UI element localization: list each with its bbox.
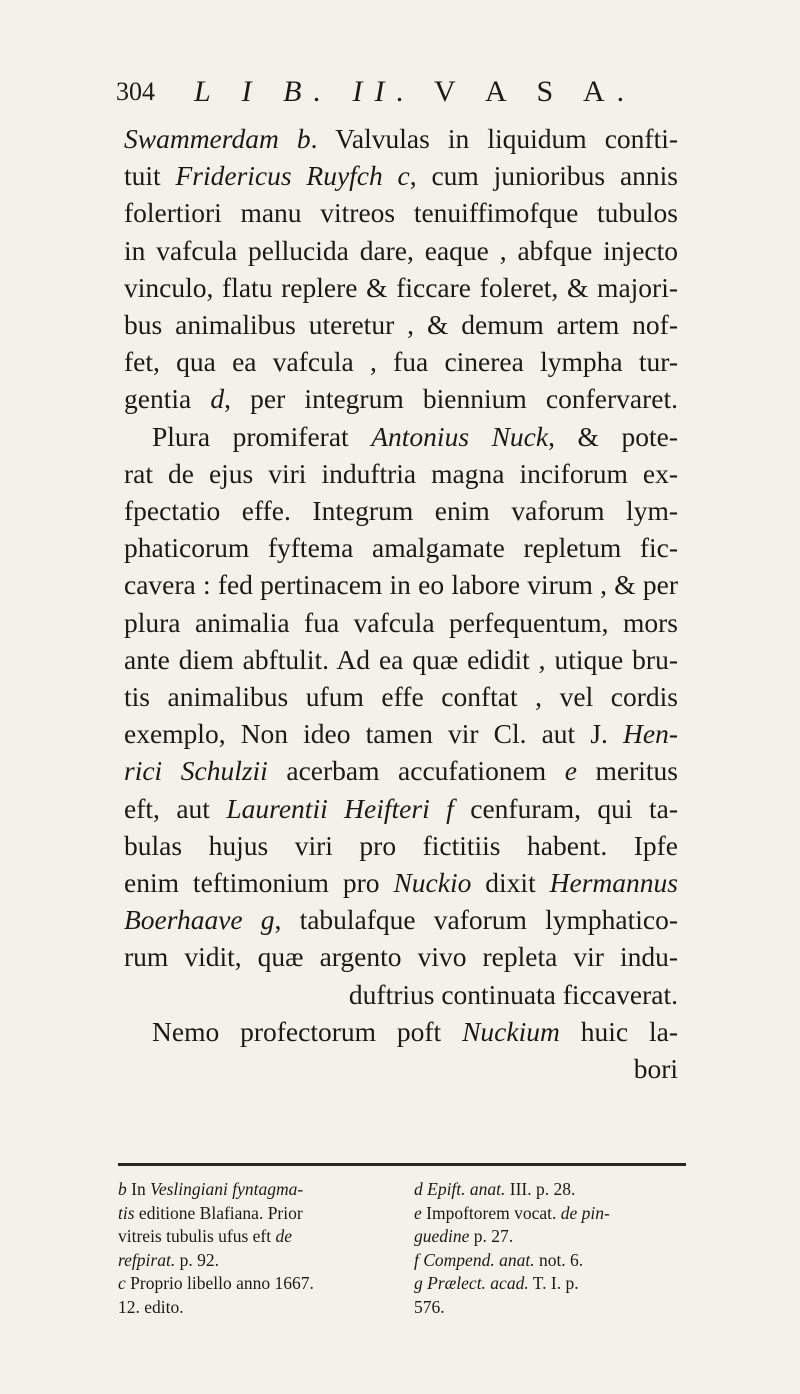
text-run: bori <box>633 1053 678 1085</box>
footnote-line <box>414 1178 690 1202</box>
text-line <box>124 604 678 641</box>
text-run: p. 92. <box>175 1249 219 1270</box>
text-run: f Compend. anat. <box>414 1249 535 1270</box>
text-run: vitreis tubulis ufus eft <box>118 1226 276 1246</box>
footnote-line <box>118 1272 394 1296</box>
text-line <box>124 864 678 901</box>
text-run: cenfuram, qui ta- <box>453 792 679 824</box>
text-run: tis <box>118 1202 135 1223</box>
footnote-line <box>118 1178 394 1202</box>
text-line <box>124 418 678 455</box>
text-line <box>124 343 678 380</box>
text-run: Hen- <box>623 718 678 750</box>
footnote-line <box>118 1249 394 1273</box>
text-run: editione Blafiana. Prior <box>134 1202 303 1223</box>
text-line <box>124 790 678 827</box>
text-run: gentia <box>124 383 211 415</box>
text-run: exemplo, Non ideo tamen vir Cl. aut J. <box>124 718 624 750</box>
text-line <box>124 752 678 789</box>
text-run: meritus <box>576 755 678 787</box>
text-run: Proprio libello anno 1667. <box>125 1273 314 1293</box>
text-run: rum vidit, quæ argento vivo repleta vir indu- <box>124 941 678 973</box>
footnote-line <box>414 1225 690 1249</box>
text-run: in vafcula pellucida dare, eaque , abfque injecto <box>124 234 678 266</box>
text-line <box>124 492 678 529</box>
text-run: huic la- <box>559 1015 678 1047</box>
footnote-line <box>118 1225 394 1249</box>
text-run: not. 6. <box>534 1249 584 1270</box>
main-text <box>124 120 678 1087</box>
text-run: folertiori manu vitreos tenuiffimofque tubulos <box>124 197 678 229</box>
text-run: c <box>118 1273 126 1293</box>
text-run: duftrius continuata ficcaverat. <box>348 978 678 1010</box>
text-run: Nemo profectorum poft <box>152 1015 463 1047</box>
text-run: e <box>564 755 577 787</box>
text-run: tuit <box>124 160 176 192</box>
text-run: fet, qua ea vafcula , fua cinerea lympha tur- <box>124 346 678 378</box>
text-line <box>124 678 678 715</box>
text-line <box>124 380 678 417</box>
text-run: dixit <box>471 867 550 899</box>
text-line <box>124 455 678 492</box>
text-run: Fridericus Ruyfch c <box>175 160 410 192</box>
text-line <box>124 306 678 343</box>
text-line <box>124 194 678 231</box>
text-run: bus animalibus uteretur , & demum artem nof- <box>124 309 678 341</box>
text-run: Swammerdam <box>124 123 279 154</box>
text-run: III. p. 28. <box>505 1179 576 1199</box>
text-line <box>124 715 678 752</box>
running-title: L I B. II. <box>194 75 416 108</box>
text-run: Veslingiani fyntagma- <box>150 1179 304 1199</box>
text-run: Laurentii Heifteri f <box>226 792 454 824</box>
text-run: tis animalibus ufum effe conftat , vel cordis <box>124 681 678 713</box>
text-line <box>124 566 678 603</box>
footnote-line <box>414 1249 690 1273</box>
text-run: b <box>296 123 311 154</box>
text-run: g Prælect. acad. <box>414 1273 529 1293</box>
text-run: acerbam accufationem <box>267 755 565 787</box>
text-line <box>124 641 678 678</box>
text-run: , per integrum biennium confervaret. <box>224 383 678 415</box>
text-run: e <box>414 1202 422 1223</box>
text-run: Antonius Nuck <box>371 420 549 452</box>
text-run: refpirat. <box>118 1249 176 1270</box>
text-run: In <box>126 1179 151 1199</box>
page-number: 304 <box>116 77 155 106</box>
footnote-line <box>414 1272 690 1296</box>
text-line <box>124 1013 678 1050</box>
text-run: Nuckio <box>393 867 472 899</box>
text-run: , cum junioribus annis <box>409 160 678 192</box>
footnote-line <box>118 1296 394 1320</box>
text-run: . Valvulas in liquidum confti- <box>310 123 679 154</box>
text-run: cavera : fed pertinacem in eo labore virum , & per <box>124 569 678 601</box>
text-run: d Epift. anat. <box>414 1179 506 1199</box>
text-run: enim teftimonium pro <box>124 867 394 899</box>
text-line <box>124 938 678 975</box>
text-run: Boerhaave g <box>124 904 275 936</box>
text-run: , & pote- <box>548 420 678 452</box>
text-run: 12. edito. <box>118 1296 184 1317</box>
text-run: de pin- <box>560 1202 610 1223</box>
text-run: d <box>210 383 225 415</box>
footnote-line <box>414 1202 690 1226</box>
text-run: rici Schulzii <box>124 755 268 787</box>
text-run: de <box>275 1226 293 1246</box>
text-line <box>124 120 678 157</box>
text-run: Nuckium <box>462 1015 560 1047</box>
text-line <box>124 232 678 269</box>
text-run: Plura promiferat <box>152 420 372 452</box>
text-run: fpectatio effe. Integrum enim vaforum lym- <box>124 495 678 527</box>
text-run: Hermannus <box>549 867 678 899</box>
text-run: vinculo, flatu replere & ficcare foleret, & majori- <box>124 271 678 303</box>
text-run: ante diem abftulit. Ad ea quæ edidit , utique bru- <box>124 643 678 675</box>
text-line <box>124 269 678 306</box>
text-run: Impoftorem vocat. <box>421 1202 561 1223</box>
text-run <box>279 123 297 154</box>
text-run: plura animalia fua vafcula perfequentum, mors <box>124 606 678 638</box>
text-line <box>124 827 678 864</box>
text-line <box>124 976 678 1013</box>
text-run: rat de ejus viri induftria magna inciforum ex- <box>124 457 678 489</box>
text-run: p. 27. <box>469 1226 514 1246</box>
text-line <box>124 1050 678 1087</box>
text-run: bulas hujus viri pro fictitiis habent. Ipfe <box>124 829 678 861</box>
text-run: T. I. p. <box>528 1273 579 1293</box>
footnote-line <box>414 1296 690 1320</box>
text-run: , tabulafque vaforum lymphatico- <box>274 904 678 936</box>
running-title-right: V A S A. <box>434 75 637 108</box>
footnotes-right-column <box>414 1178 690 1319</box>
text-line <box>124 901 678 938</box>
footnote-rule <box>118 1163 686 1166</box>
text-run: guedine <box>414 1226 470 1246</box>
text-line <box>124 157 678 194</box>
text-run: phaticorum fyftema amalgamate repletum fic- <box>124 532 678 564</box>
running-header <box>116 77 676 117</box>
text-line <box>124 529 678 566</box>
text-run: 576. <box>414 1296 445 1317</box>
footnotes-left-column <box>118 1178 394 1319</box>
text-run: b <box>118 1179 127 1199</box>
text-run: eft, aut <box>124 792 227 824</box>
footnote-line <box>118 1202 394 1226</box>
